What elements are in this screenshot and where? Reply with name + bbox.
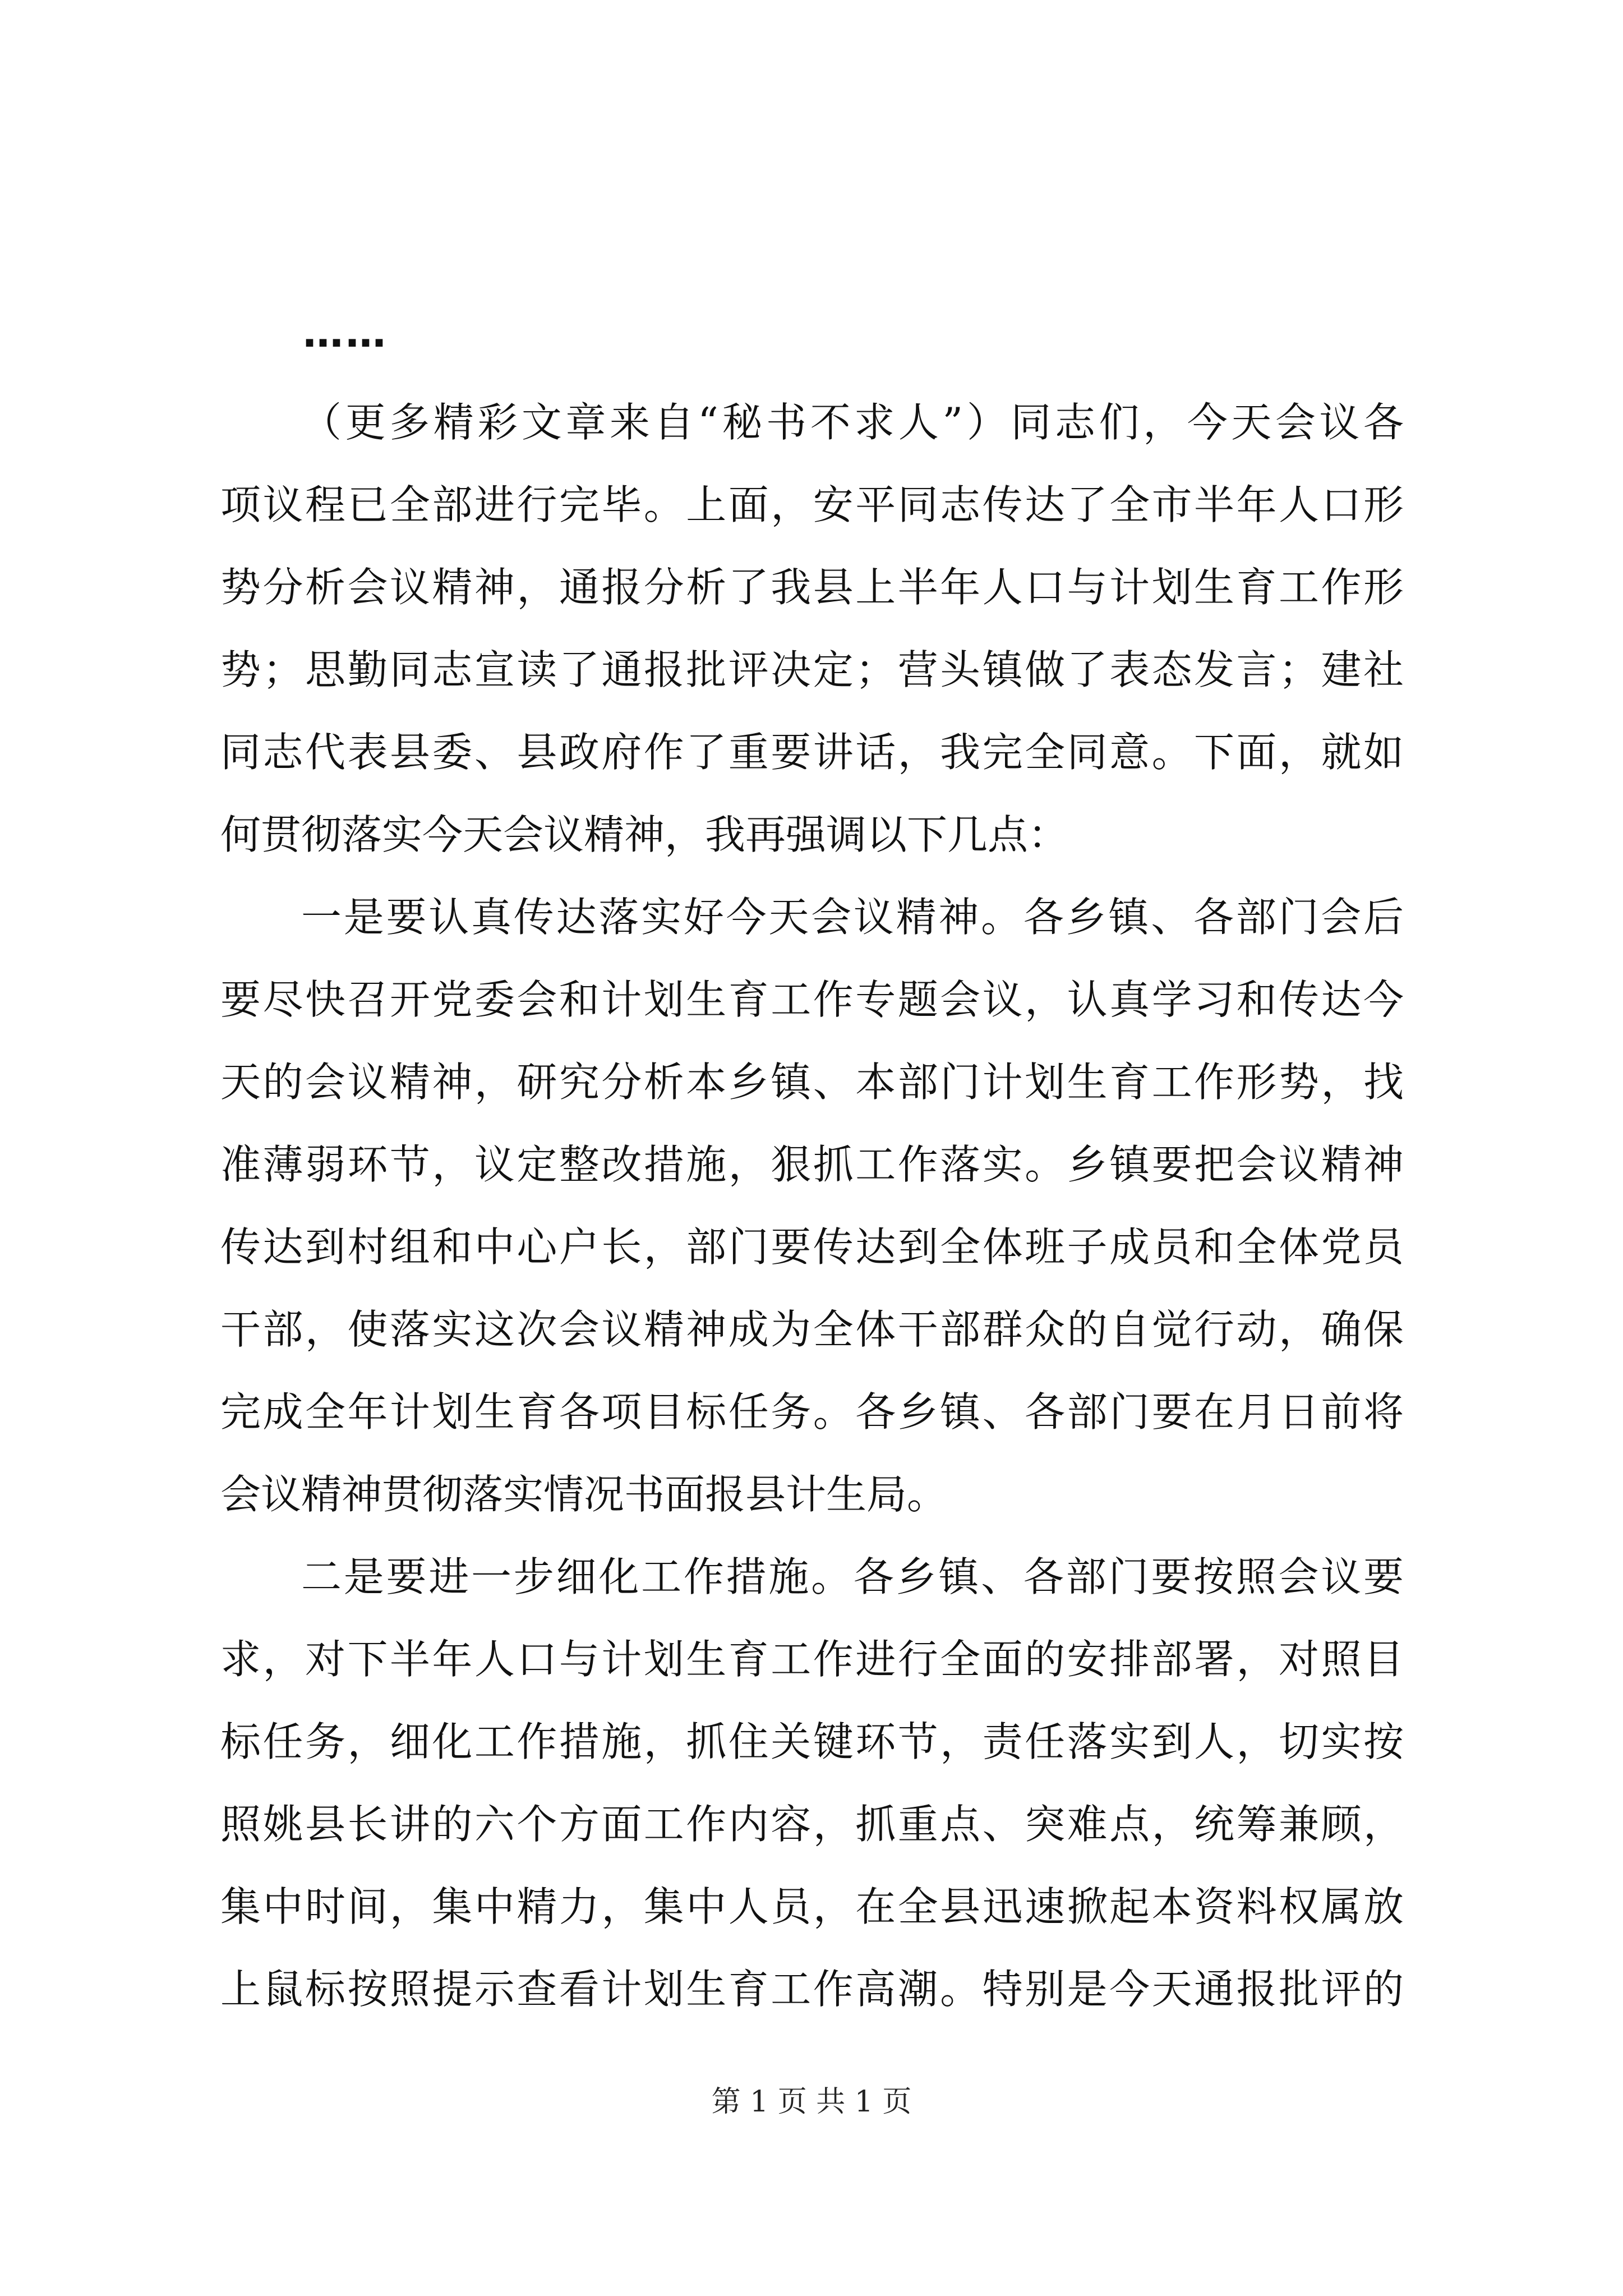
body-line-4: 势；思勤同志宣读了通报批评决定；营头镇做了表态发言；建社 [220,646,1404,693]
document-body [220,381,1404,2031]
body-line-8: 要尽快召开党委会和计划生育工作专题会议，认真学习和传达今 [220,976,1404,1023]
body-line-14: 会议精神贯彻落实情况书面报县计生局。 [220,1471,948,1518]
body-line-18: 照姚县长讲的六个方面工作内容，抓重点、突难点，统筹兼顾， [220,1801,1404,1848]
body-line-12: 干部，使落实这次会议精神成为全体干部群众的自觉行动，确保 [220,1306,1404,1353]
body-line-2: 项议程已全部进行完毕。上面，安平同志传达了全市半年人口形 [220,481,1404,528]
body-line-3: 势分析会议精神，通报分析了我县上半年人口与计划生育工作形 [220,564,1404,611]
body-line-11: 传达到村组和中心户长，部门要传达到全体班子成员和全体党员 [220,1223,1404,1271]
body-line-13: 完成全年计划生育各项目标任务。各乡镇、各部门要在月日前将 [220,1388,1404,1435]
body-line-20: 上鼠标按照提示查看计划生育工作高潮。特别是今天通报批评的 [220,1966,1404,2013]
page-footer: 第 1 页 共 1 页 [711,2085,912,2119]
body-line-1: （更多精彩文章来自“秘书不求人”）同志们，今天会议各 [301,399,1404,446]
body-line-17: 标任务，细化工作措施，抓住关键环节，责任落实到人，切实按 [220,1718,1404,1765]
ellipsis-marker: …… [303,309,388,356]
body-line-16: 求，对下半年人口与计划生育工作进行全面的安排部署，对照目 [220,1636,1404,1683]
body-line-19: 集中时间，集中精力，集中人员，在全县迅速掀起本资料权属放 [220,1883,1404,1930]
body-line-7: 一是要认真传达落实好今天会议精神。各乡镇、各部门会后 [301,894,1404,941]
body-line-5: 同志代表县委、县政府作了重要讲话，我完全同意。下面，就如 [220,729,1404,776]
body-line-6: 何贯彻落实今天会议精神，我再强调以下几点： [220,811,1069,858]
body-line-10: 准薄弱环节，议定整改措施，狠抓工作落实。乡镇要把会议精神 [220,1141,1404,1188]
body-line-9: 天的会议精神，研究分析本乡镇、本部门计划生育工作形势，找 [220,1059,1404,1106]
body-line-15: 二是要进一步细化工作措施。各乡镇、各部门要按照会议要 [301,1553,1404,1600]
